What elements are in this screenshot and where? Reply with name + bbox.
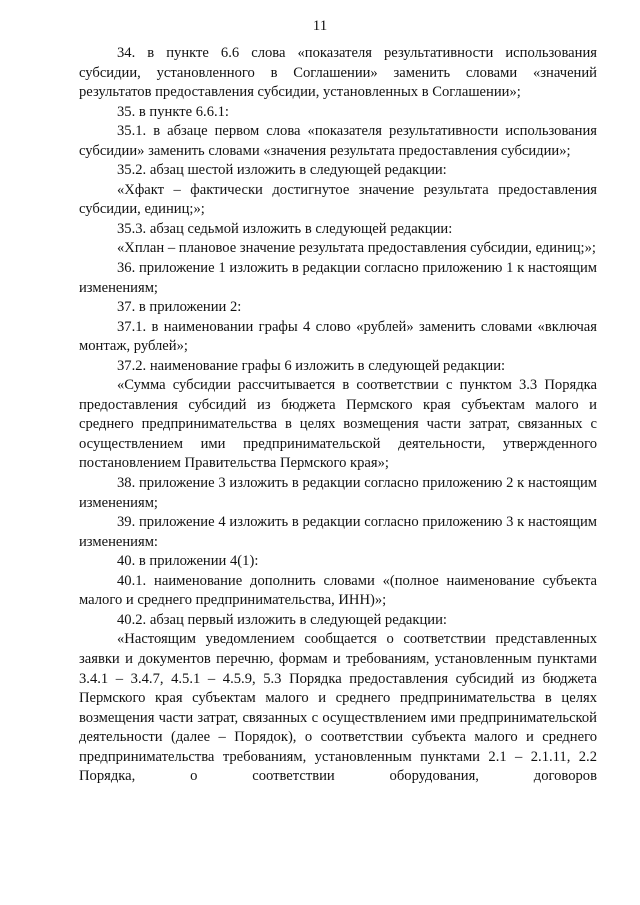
paragraph-xplan: «Хплан – плановое значение результата предоставления субсидии, единиц;»;	[117, 240, 596, 257]
paragraph-34: 34. в пункте 6.6 слова «показателя результативности использования субсидии, установленного в Соглашении» заменить словами «значений результатов предоставления субсидии, установленных в Соглашении»;	[79, 45, 597, 101]
paragraph-35-1: 35.1. в абзаце первом слова «показателя результативности использования субсидии» заменить словами «значения результата предоставления субсидии»;	[79, 123, 597, 159]
paragraph-37-2: 37.2. наименование графы 6 изложить в следующей редакции:	[117, 357, 506, 374]
paragraph-35: 35. в пункте 6.6.1:	[117, 103, 229, 120]
paragraph-39: 39. приложение 4 изложить в редакции согласно приложению 3 к настоящим изменениям:	[79, 514, 597, 550]
paragraph-40-2: 40.2. абзац первый изложить в следующей редакции:	[117, 611, 447, 628]
paragraph-subsidy-sum: «Сумма субсидии рассчитывается в соответствии с пунктом 3.3 Порядка предоставления субсидий из бюджета Пермского края субъектам малого и среднего предпринимательства в целях возмещения части затрат, связанных с осуществлением ими предпринимательской деятельности, утвержденного постановлением Правительства Пермского края»;	[79, 377, 597, 472]
paragraph-notification: «Настоящим уведомлением сообщается о соответствии представленных заявки и документов перечню, формам и требованиям, установленным пунктами 3.4.1 – 3.4.7, 4.5.1 – 4.5.9, 5.3 Порядка предоставления субсидий из бюджета Пермского края субъектам малого и среднего предпринимательства в целях возмещения части затрат, связанных с осуществлением ими предпринимательской деятельности (далее – Порядок), о соответствии субъекта малого и среднего предпринимательства требованиям, установленным пунктами 2.1 – 2.1.11, 2.2 Порядка, о соответствии оборудования, договоров	[79, 631, 597, 785]
paragraph-35-2: 35.2. абзац шестой изложить в следующей редакции:	[117, 162, 447, 179]
paragraph-37: 37. в приложении 2:	[117, 299, 242, 316]
paragraph-37-1: 37.1. в наименовании графы 4 слово «рублей» заменить словами «включая монтаж, рублей»;	[79, 318, 597, 355]
page-number: 11	[312, 18, 328, 34]
paragraph-36: 36. приложение 1 изложить в редакции согласно приложению 1 к настоящим изменениям;	[79, 260, 597, 296]
paragraph-xfact: «Хфакт – фактически достигнутое значение результата предоставления субсидии, единиц;»;	[79, 181, 597, 218]
paragraph-35-3: 35.3. абзац седьмой изложить в следующей редакции:	[117, 220, 453, 237]
paragraph-40: 40. в приложении 4(1):	[117, 553, 259, 570]
document-body	[79, 44, 597, 787]
paragraph-38: 38. приложение 3 изложить в редакции согласно приложению 2 к настоящим изменениям;	[79, 475, 597, 511]
paragraph-40-1: 40.1. наименование дополнить словами «(полное наименование субъекта малого и среднего предпринимательства, ИНН)»;	[79, 572, 597, 609]
